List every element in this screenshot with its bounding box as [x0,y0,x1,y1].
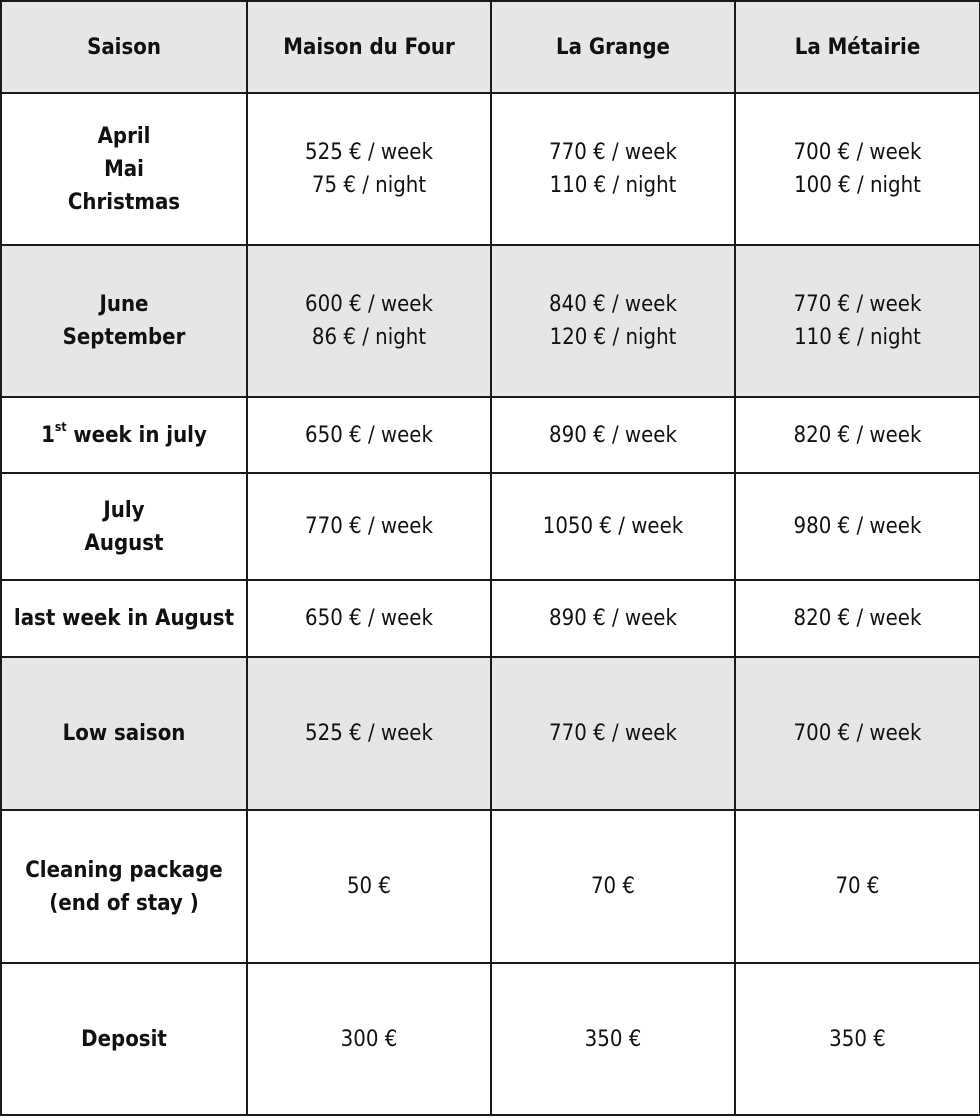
price-cell [491,580,735,657]
table-row [1,657,980,810]
price-line: 840 € / week [549,292,677,317]
season-cell [1,963,247,1115]
season-line: Low saison [62,721,186,746]
season-line: April [97,123,151,149]
price-cell [247,657,491,810]
season-cell [1,473,247,580]
price-cell [247,245,491,397]
price-line: 110 € / night [794,325,921,350]
price-cell [247,810,491,963]
price-cell [735,963,980,1115]
price-line: 100 € / night [794,173,921,198]
season-line: Cleaning package [25,857,223,883]
table-row [1,580,980,657]
price-cell [247,580,491,657]
season-line: week in july [66,422,207,448]
price-line: 770 € / week [549,140,677,165]
price-line: 350 € [829,1026,886,1052]
price-line: 1050 € / week [542,514,684,539]
season-line: August [84,530,164,556]
price-line: 980 € / week [793,514,922,539]
price-cell [247,473,491,580]
price-line: 300 € [340,1026,398,1052]
season-cell [1,397,247,473]
season-cell [1,657,247,810]
price-cell [735,397,980,473]
price-line: 50 € [346,874,392,899]
table-row [1,397,980,473]
price-line: 890 € / week [549,606,677,631]
price-cell [491,245,735,397]
table-row [1,245,980,397]
price-cell [247,397,491,473]
header-cell-maison-du-four: Maison du Four [247,1,491,93]
season-cell [1,810,247,963]
price-cell [491,657,735,810]
price-line: 820 € / week [793,606,922,631]
price-line: 820 € / week [793,422,922,448]
price-line: 650 € / week [305,606,433,631]
season-line: September [62,325,186,350]
season-cell [1,93,247,245]
price-cell [247,93,491,245]
price-line: 600 € / week [305,292,433,317]
price-cell [247,963,491,1115]
table-row [1,963,980,1115]
header-row [1,1,980,93]
season-line: last week in August [13,606,235,631]
price-line: 890 € / week [549,422,677,448]
season-line: Mai [104,156,144,182]
header-cell-la-grange: La Grange [491,1,735,93]
season-cell [1,580,247,657]
price-cell [735,810,980,963]
price-cell [491,397,735,473]
header-cell-saison: Saison [1,1,247,93]
price-cell [491,93,735,245]
price-line: 75 € / night [311,173,427,198]
season-line: July [103,497,145,523]
price-line: 770 € / week [305,514,433,539]
price-cell [735,580,980,657]
season-line: Christmas [67,189,181,215]
price-cell [491,473,735,580]
price-cell [735,657,980,810]
price-line: 770 € / week [549,721,677,746]
price-line: 700 € / week [793,721,922,746]
header-cell-la-metairie: La Métairie [735,1,980,93]
price-line: 350 € [584,1026,642,1052]
price-line: 650 € / week [305,422,433,448]
ordinal-number: 1 [41,422,55,448]
table-row [1,473,980,580]
season-line: Deposit [81,1026,167,1052]
price-cell [491,810,735,963]
season-cell [1,245,247,397]
table-row [1,810,980,963]
price-line: 70 € [835,874,880,899]
season-line: June [99,292,149,317]
price-line: 70 € [590,874,636,899]
ordinal-suffix: st [54,420,67,435]
price-line: 700 € / week [793,140,922,165]
price-line: 110 € / night [549,173,677,198]
price-line: 86 € / night [311,325,427,350]
price-cell [735,93,980,245]
price-cell [735,245,980,397]
table-row [1,93,980,245]
price-line: 525 € / week [305,140,433,165]
price-cell [735,473,980,580]
price-cell [491,963,735,1115]
price-line: 120 € / night [549,325,677,350]
price-line: 525 € / week [305,721,433,746]
price-line: 770 € / week [793,292,922,317]
season-line: (end of stay ) [49,890,199,916]
